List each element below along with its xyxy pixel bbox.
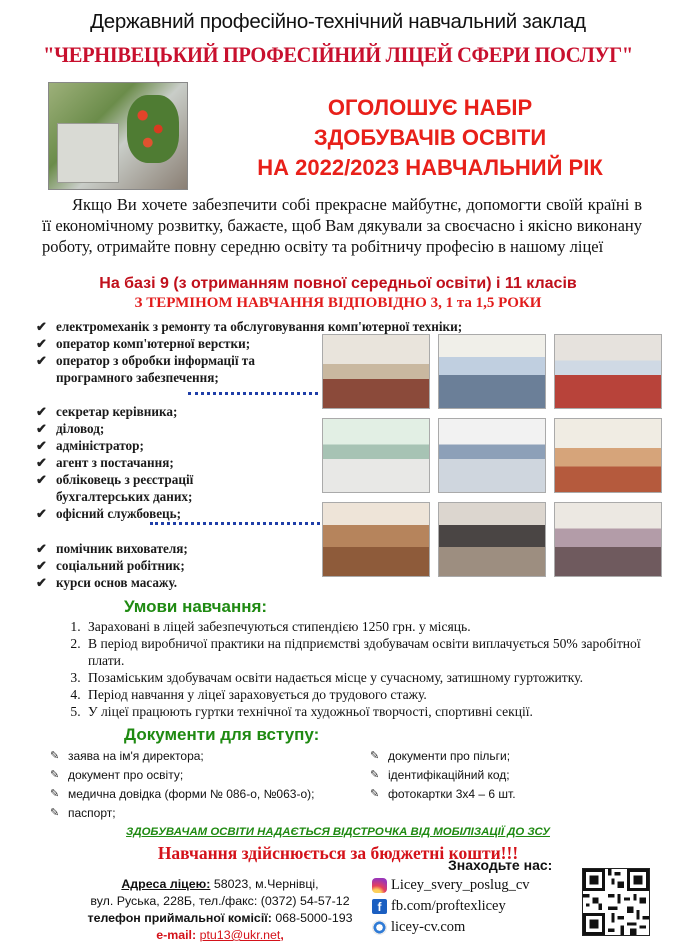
globe-icon [372, 920, 387, 935]
dotted-divider [188, 392, 318, 395]
institution-type: Державний професійно-технічний навчальний заклад [90, 10, 586, 33]
list-item: ✎ документи про пільги; [370, 747, 630, 766]
instagram-link[interactable]: Licey_svery_poslug_cv [372, 877, 530, 894]
pencil-icon: ✎ [50, 750, 60, 762]
institution-name: "ЧЕРНІВЕЦЬКИЙ ПРОФЕСІЙНИЙ ЛІЦЕЙ СФЕРИ ПОСЛУГ" [43, 42, 633, 67]
base-title: На базі 9 (з отриманням повної середньої освіти) і 11 класів [99, 275, 577, 292]
address-line-1: 58023, м.Чернівці, [210, 877, 319, 891]
building-shape [57, 123, 119, 183]
checkmark-icon: ✔ [36, 319, 47, 334]
classroom-photo-1 [322, 334, 430, 409]
checkmark-icon: ✔ [36, 404, 47, 419]
pencil-icon: ✎ [50, 769, 60, 781]
pencil-icon: ✎ [370, 769, 380, 781]
list-item: ✔ оператор комп'ютерної верстки; [36, 336, 251, 351]
checkmark-icon: ✔ [36, 438, 47, 453]
list-item: ✔ соціальний робітник; [36, 558, 185, 573]
list-item: ✔ обліковець з реєстрації бухгалтерських даних; [36, 472, 194, 504]
checkmark-icon: ✔ [36, 336, 47, 351]
conditions-list [62, 618, 669, 720]
documents-list-right [370, 747, 630, 804]
address-label: Адреса ліцею: [121, 877, 211, 891]
classroom-photo-3 [554, 334, 662, 409]
list-item: ✔ помічник вихователя; [36, 541, 188, 556]
documents-list-left [50, 747, 370, 823]
checkmark-icon: ✔ [36, 421, 47, 436]
checkmark-icon: ✔ [36, 575, 47, 590]
list-item: ✎ паспорт; [50, 804, 370, 823]
list-item: 1. Зараховані в ліцей забезпечуються стипендією 1250 грн. у місяць. [84, 618, 669, 635]
list-item: ✔ діловод; [36, 421, 105, 436]
pencil-icon: ✎ [370, 788, 380, 800]
list-item: ✎ документ про освіту; [50, 766, 370, 785]
classroom-photo-4 [322, 418, 430, 493]
facebook-link[interactable]: f fb.com/proftexlicey [372, 898, 506, 915]
list-item: ✎ фотокартки 3х4 – 6 шт. [370, 785, 630, 804]
instagram-icon [372, 878, 387, 893]
list-item: ✎ медична довідка (форми № 086-о, №063-о); [50, 785, 370, 804]
announcement-line-2: ЗДОБУВАЧІВ ОСВІТИ [313, 125, 547, 150]
list-item: ✎ заява на ім'я директора; [50, 747, 370, 766]
school-building-photo [48, 82, 188, 190]
intro-paragraph: Якщо Ви хочете забезпечити собі прекрасне майбутнє, допомогти своїй країні в її економічному розвитку, бажаєте, щоб Вам дякували за своєчасно і якісно виконану роботу, отримайте повну середню освіту та робітничу професію в нашому ліцеї [42, 195, 642, 256]
list-item: ✔ агент з постачання; [36, 455, 174, 470]
list-item: ✔ електромеханік з ремонту та обслуговування комп'ютерної техніки; [36, 319, 463, 334]
list-item: 5. У ліцеї працюють гуртки технічної та художньої творчості, спортивні секції. [84, 703, 669, 720]
list-item: ✔ адміністратор; [36, 438, 144, 453]
checkmark-icon: ✔ [36, 353, 47, 368]
checkmark-icon: ✔ [36, 558, 47, 573]
list-item: 2. В період виробничої практики на підприємстві здобувачам освіти виплачується 50% заробітної плати. [84, 635, 669, 669]
classroom-photo-2 [438, 334, 546, 409]
email-link[interactable]: ptu13@ukr.net [199, 928, 281, 942]
budget-funding-note: Навчання здійснюється за бюджетні кошти!!! [157, 843, 519, 863]
list-item: 4. Період навчання у ліцеї зараховується до трудового стажу. [84, 686, 669, 703]
facebook-icon: f [372, 899, 387, 914]
contacts-block: Адреса ліцею: 58023, м.Чернівці, вул. Руська, 228Б, тел./факс: (0372) 54-57-12 телефон приймальної комісії: 068-5000-193 e-mail: ptu13@ukr.net, [40, 876, 400, 944]
phone-number: 068-5000-193 [271, 911, 353, 925]
social-title: Знаходьте нас: [448, 857, 553, 873]
dormitory-photo [554, 502, 662, 577]
checkmark-icon: ✔ [36, 472, 47, 487]
phone-label: телефон приймальної комісії: [87, 911, 272, 925]
rowan-berries-shape [127, 95, 179, 163]
pencil-icon: ✎ [370, 750, 380, 762]
list-item: 3. Позаміським здобувачам освіти надається місце у сучасному, затишному гуртожитку. [84, 669, 669, 686]
documents-title: Документи для вступу: [124, 725, 320, 744]
professions-group-3 [36, 540, 336, 591]
classroom-photo-6 [554, 418, 662, 493]
checkmark-icon: ✔ [36, 506, 47, 521]
classroom-photo-7 [322, 502, 430, 577]
checkmark-icon: ✔ [36, 541, 47, 556]
checkmark-icon: ✔ [36, 455, 47, 470]
list-item: ✔ офісний службовець; [36, 506, 182, 521]
list-item: ✔ оператор з обробки інформації та програмного забезпечення; [36, 353, 256, 385]
classroom-photo-5 [438, 418, 546, 493]
address-line-2: вул. Руська, 228Б, тел./факс: (0372) 54-57-12 [90, 894, 350, 908]
dotted-divider [150, 522, 320, 525]
list-item: ✔ курси основ масажу. [36, 575, 178, 590]
announcement-line-3: НА 2022/2023 НАВЧАЛЬНИЙ РІК [257, 155, 603, 180]
website-link[interactable]: licey-cv.com [372, 919, 465, 936]
email-label: e-mail: [156, 928, 197, 942]
pencil-icon: ✎ [50, 807, 60, 819]
conditions-title: Умови навчання: [124, 597, 268, 616]
list-item: ✔ секретар керівника; [36, 404, 178, 419]
announcement-line-1: ОГОЛОШУЄ НАБІР [327, 95, 533, 120]
professions-group-1 [36, 318, 463, 386]
study-term: З ТЕРМІНОМ НАВЧАННЯ ВІДПОВІДНО 3, 1 та 1,5 РОКИ [134, 295, 542, 311]
classroom-photo-8 [438, 502, 546, 577]
qr-code-icon [582, 868, 650, 936]
list-item: ✎ ідентифікаційний код; [370, 766, 630, 785]
mobilization-deferral-note: ЗДОБУВАЧАМ ОСВІТИ НАДАЄТЬСЯ ВІДСТРОЧКА ВІД МОБІЛІЗАЦІЇ ДО ЗСУ [126, 826, 550, 838]
pencil-icon: ✎ [50, 788, 60, 800]
professions-group-2 [36, 403, 336, 522]
